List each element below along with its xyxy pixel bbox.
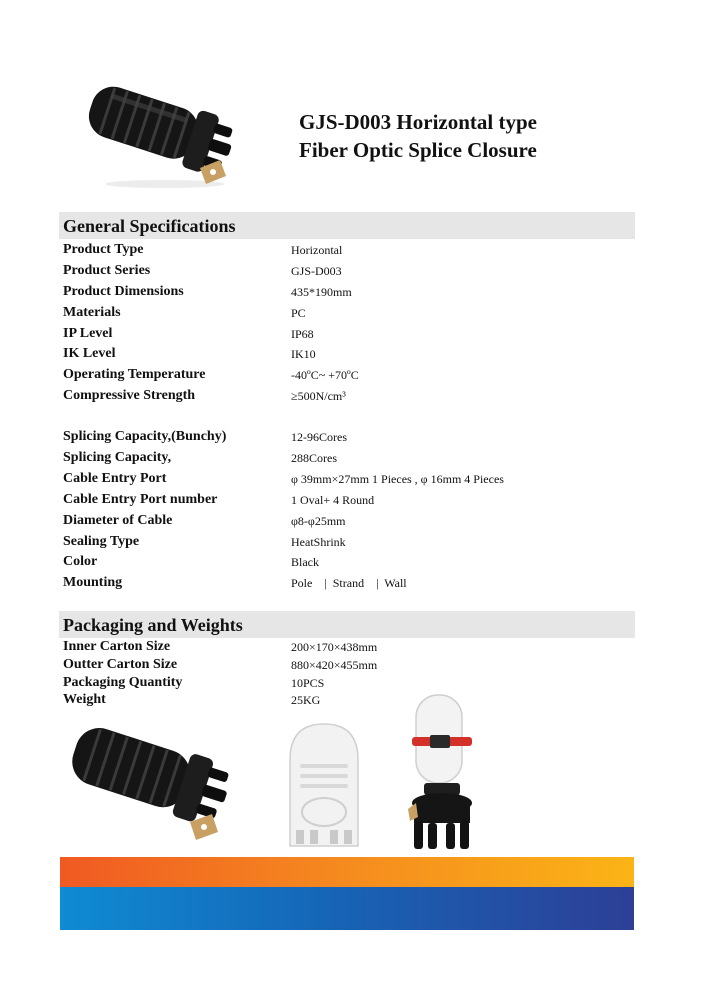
spec-value: IP68 bbox=[291, 327, 314, 341]
spec-label: Packaging Quantity bbox=[63, 675, 183, 690]
pack-row-inner-carton bbox=[63, 638, 633, 656]
section-header-packaging bbox=[59, 611, 635, 638]
spec-row-product-type bbox=[63, 240, 633, 260]
product-photo-closure-top bbox=[80, 72, 250, 197]
spec-label: Product Type bbox=[63, 242, 144, 257]
spec-value: 880×420×455mm bbox=[291, 658, 378, 672]
footer-band-blue bbox=[60, 887, 634, 930]
document-title bbox=[299, 108, 537, 164]
spec-label: Splicing Capacity,(Bunchy) bbox=[63, 429, 227, 444]
spec-label: Weight bbox=[63, 692, 106, 707]
spec-row-color bbox=[63, 552, 633, 572]
spec-label: IP Level bbox=[63, 326, 113, 341]
spec-label: Splicing Capacity, bbox=[63, 450, 172, 465]
product-photo-closure-bottom bbox=[62, 722, 242, 847]
spec-label: Product Series bbox=[63, 263, 151, 278]
pack-row-packaging-quantity bbox=[63, 674, 633, 692]
spec-row-product-dimensions bbox=[63, 282, 633, 302]
title-line-2: Fiber Optic Splice Closure bbox=[299, 138, 537, 162]
spec-value: φ 39mm×27mm 1 Pieces , φ 16mm 4 Pieces bbox=[291, 472, 504, 486]
spec-value: ≥500N/cm³ bbox=[291, 389, 346, 403]
spec-row-materials bbox=[63, 303, 633, 323]
spec-label: Outter Carton Size bbox=[63, 657, 178, 672]
spec-row-operating-temperature bbox=[63, 365, 633, 385]
spec-value: Black bbox=[291, 555, 319, 569]
section-header-general bbox=[59, 212, 635, 239]
spec-label: Inner Carton Size bbox=[63, 639, 171, 654]
spec-label: IK Level bbox=[63, 346, 116, 361]
spec-row-ip-level bbox=[63, 324, 633, 344]
spec-value: PC bbox=[291, 306, 306, 320]
spec-label: Materials bbox=[63, 305, 121, 320]
spec-value: 25KG bbox=[291, 693, 321, 707]
spec-label: Cable Entry Port bbox=[63, 471, 167, 486]
product-photo-vertical-closure bbox=[404, 691, 480, 853]
spec-row-sealing-type bbox=[63, 532, 633, 552]
pack-row-outter-carton bbox=[63, 656, 633, 674]
section-title: Packaging and Weights bbox=[63, 615, 243, 635]
spec-row-compressive-strength bbox=[63, 386, 633, 406]
spec-label: Mounting bbox=[63, 575, 123, 590]
spec-value: -40ºC~ +70ºC bbox=[291, 368, 359, 382]
pack-row-weight bbox=[63, 691, 633, 709]
spec-row-splicing-capacity bbox=[63, 448, 633, 468]
spec-row-mounting bbox=[63, 573, 633, 593]
spec-row-cable-entry-port bbox=[63, 469, 633, 489]
spec-value: Pole | Strand | Wall bbox=[291, 576, 407, 590]
spec-row-diameter-of-cable bbox=[63, 511, 633, 531]
spec-value: GJS-D003 bbox=[291, 264, 342, 278]
spec-label: Compressive Strength bbox=[63, 388, 196, 403]
spec-value: 435*190mm bbox=[291, 285, 352, 299]
spec-row-cable-entry-port-number bbox=[63, 490, 633, 510]
section-title: General Specifications bbox=[63, 216, 236, 236]
footer-band-orange bbox=[60, 857, 634, 887]
spec-label: Product Dimensions bbox=[63, 284, 184, 299]
title-line-1: GJS-D003 Horizontal type bbox=[299, 110, 537, 134]
spec-label: Cable Entry Port number bbox=[63, 492, 218, 507]
spec-label: Sealing Type bbox=[63, 534, 140, 549]
spec-value: 10PCS bbox=[291, 676, 325, 690]
spec-value: 12-96Cores bbox=[291, 430, 347, 444]
spec-row-ik-level bbox=[63, 344, 633, 364]
spec-value: 288Cores bbox=[291, 451, 337, 465]
spec-label: Color bbox=[63, 554, 98, 569]
spec-value: Horizontal bbox=[291, 243, 343, 257]
spec-value: 200×170×438mm bbox=[291, 640, 378, 654]
spec-value: IK10 bbox=[291, 347, 316, 361]
spec-value: φ8-φ25mm bbox=[291, 514, 346, 528]
product-photo-splice-tray bbox=[286, 720, 362, 856]
spec-label: Operating Temperature bbox=[63, 367, 206, 382]
spec-label: Diameter of Cable bbox=[63, 513, 173, 528]
spec-value: HeatShrink bbox=[291, 535, 346, 549]
spec-value: 1 Oval+ 4 Round bbox=[291, 493, 375, 507]
spec-row-product-series bbox=[63, 261, 633, 281]
spec-row-splicing-capacity-bunchy bbox=[63, 427, 633, 447]
